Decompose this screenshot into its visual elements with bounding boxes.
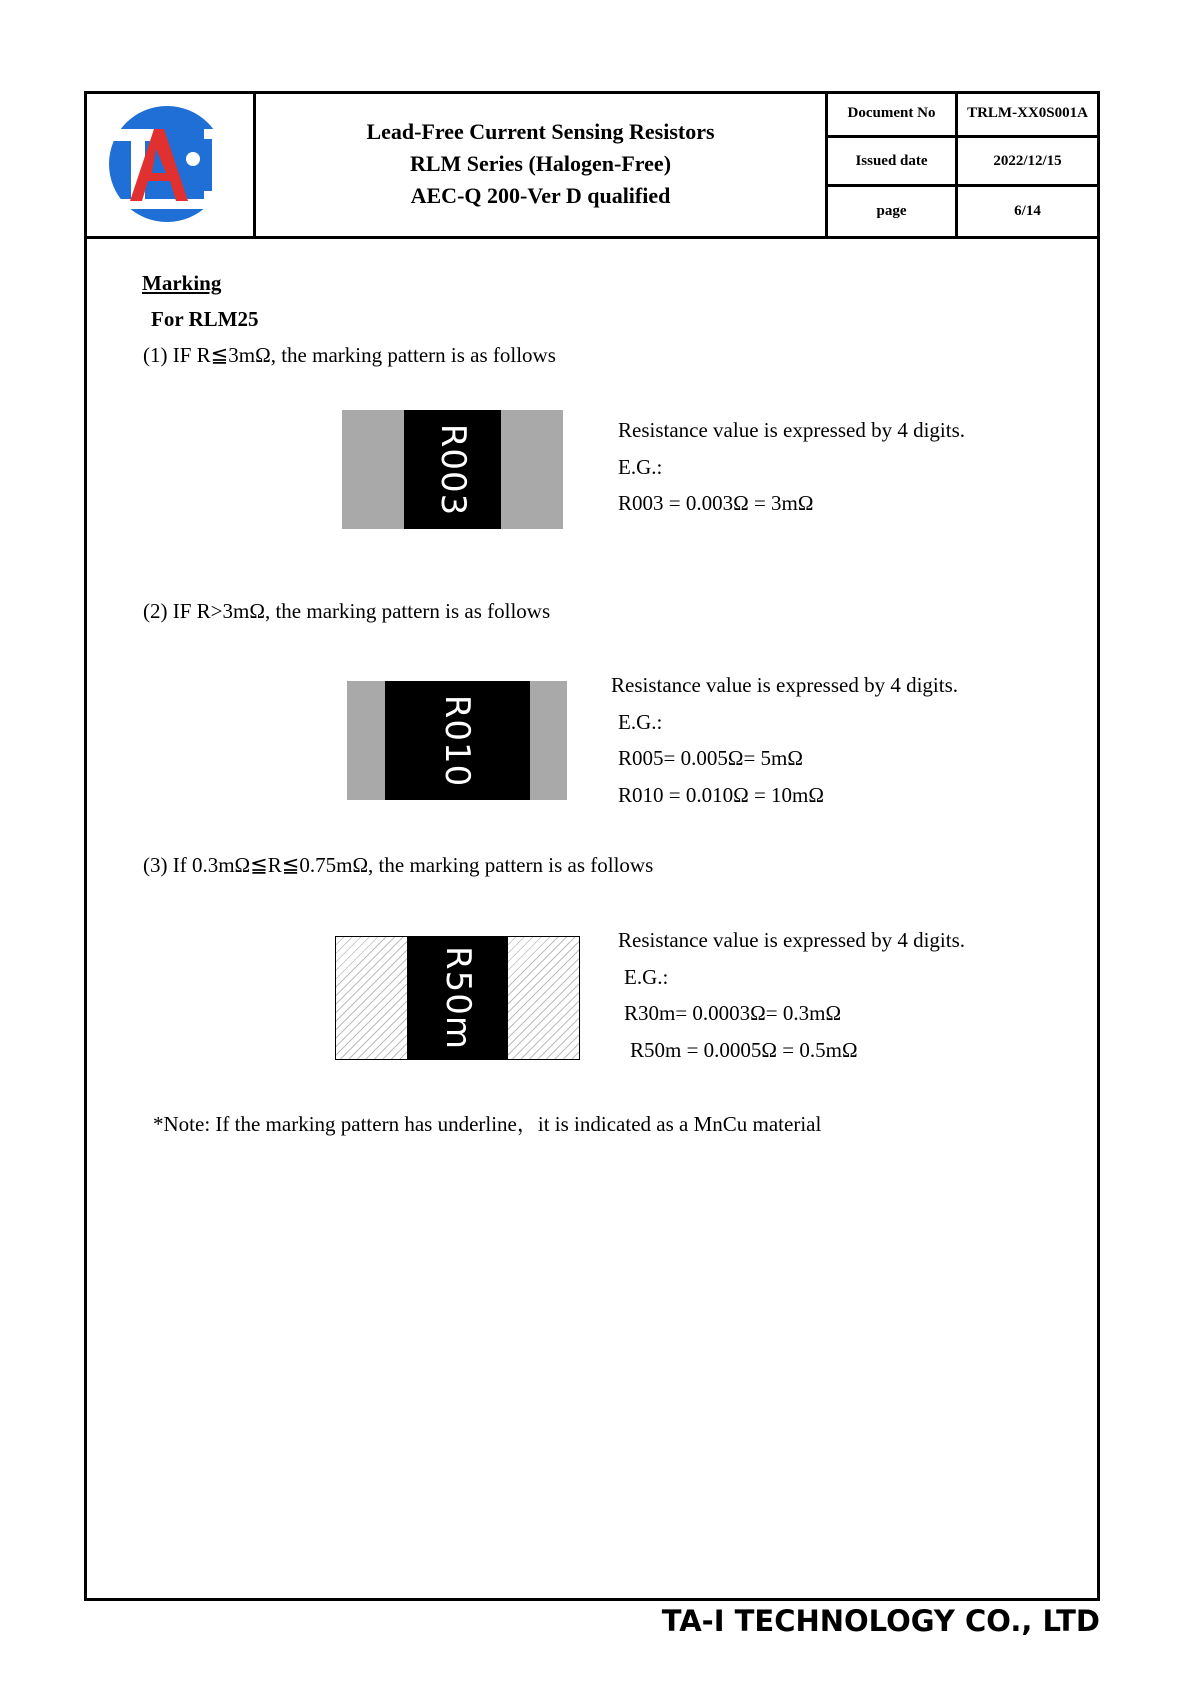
meta-row-document-no (828, 91, 1097, 138)
logo-cell (84, 91, 256, 236)
meta-label: Issued date (828, 138, 958, 184)
chip-terminal (336, 937, 407, 1059)
chip-marking: R010 (437, 694, 477, 787)
resistor-chip-1 (342, 410, 563, 529)
resistor-chip-3 (335, 936, 580, 1060)
case-2-desc: Resistance value is expressed by 4 digits. (611, 673, 959, 697)
meta-label: page (828, 187, 958, 236)
title-line-1: Lead-Free Current Sensing Resistors (366, 118, 715, 144)
ta-i-logo-icon (84, 91, 256, 236)
document-header (84, 91, 1100, 239)
chip-terminal (530, 681, 567, 800)
title-line-3: AEC-Q 200-Ver D qualified (410, 182, 671, 208)
chip-marking: R003 (432, 423, 473, 516)
mncu-note: *Note: If the marking pattern has underline，it is indicated as a MnCu material (153, 1112, 822, 1136)
chip-terminal (347, 681, 385, 800)
meta-value: TRLM-XX0S001A (967, 104, 1088, 121)
chip-terminal (501, 410, 563, 529)
meta-row-page (828, 187, 1097, 236)
case-3-example-2: R50m = 0.0005Ω = 0.5mΩ (630, 1038, 858, 1062)
case-3-eg: E.G.: (624, 965, 669, 989)
case-3-desc: Resistance value is expressed by 4 digits. (618, 928, 966, 952)
case-3-condition: (3) If 0.3mΩ≦R≦0.75mΩ, the marking pattern is as follows (143, 853, 654, 877)
case-1-eg: E.G.: (618, 455, 663, 479)
chip-terminal (508, 937, 579, 1059)
case-1-desc: Resistance value is expressed by 4 digits. (618, 418, 966, 442)
title-line-2: RLM Series (Halogen-Free) (409, 150, 672, 176)
section-title: Marking (142, 271, 222, 295)
section-subtitle: For RLM25 (151, 307, 259, 331)
case-2-eg: E.G.: (618, 710, 663, 734)
meta-value: 6/14 (1014, 203, 1041, 219)
company-footer: TA-I TECHNOLOGY CO., LTD (661, 1604, 1100, 1638)
case-3-example-1: R30m= 0.0003Ω= 0.3mΩ (624, 1001, 842, 1025)
case-2-condition: (2) IF R>3mΩ, the marking pattern is as follows (143, 599, 551, 623)
document-title (256, 91, 828, 236)
document-meta-table (828, 91, 1097, 236)
case-1-condition: (1) IF R≦3mΩ, the marking pattern is as follows (143, 343, 556, 367)
meta-row-issued-date (828, 138, 1097, 187)
case-2-example-2: R010 = 0.010Ω = 10mΩ (618, 783, 824, 807)
chip-terminal (342, 410, 404, 529)
meta-label: Document No (828, 91, 958, 135)
case-2-example-1: R005= 0.005Ω= 5mΩ (618, 746, 803, 770)
meta-value: 2022/12/15 (993, 152, 1062, 169)
resistor-chip-2 (347, 681, 567, 800)
chip-marking: R50m (437, 945, 478, 1051)
case-1-example-1: R003 = 0.003Ω = 3mΩ (618, 491, 814, 515)
